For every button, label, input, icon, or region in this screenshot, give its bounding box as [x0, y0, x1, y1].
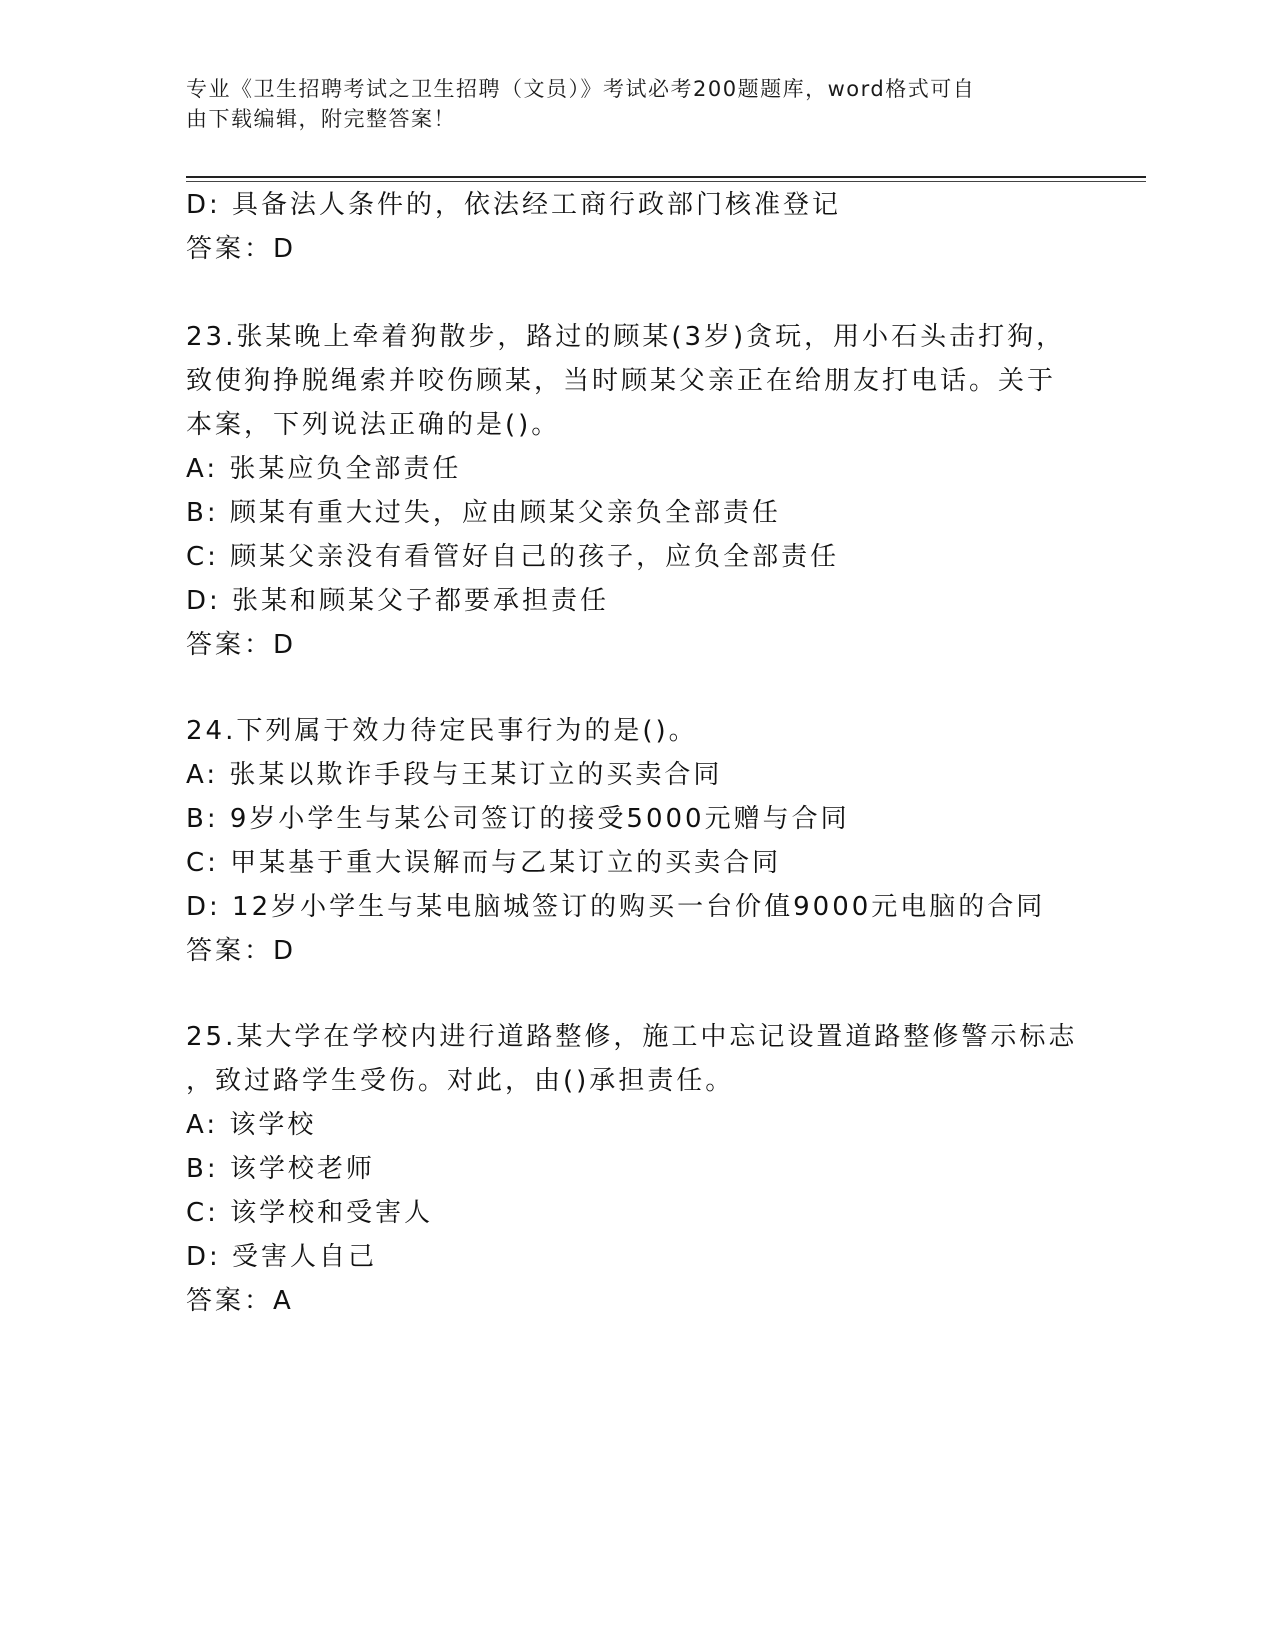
q23-stem-line-2: 致使狗挣脱绳索并咬伤顾某，当时顾某父亲正在给朋友打电话。关于 — [186, 366, 1057, 396]
document-header — [186, 74, 1086, 134]
q24-option-a: A: 张某以欺诈手段与王某订立的买卖合同 — [186, 760, 723, 790]
q24-option-b: B: 9岁小学生与某公司签订的接受5000元赠与合同 — [186, 804, 850, 834]
prev-option-d: D: 具备法人条件的，依法经工商行政部门核准登记 — [186, 190, 842, 220]
q24-option-d: D: 12岁小学生与某电脑城签订的购买一台价值9000元电脑的合同 — [186, 892, 1046, 922]
q25-stem-line-1: 25.某大学在学校内进行道路整修，施工中忘记设置道路整修警示标志 — [186, 1022, 1078, 1052]
q25-stem-line-2: ，致过路学生受伤。对此，由()承担责任。 — [186, 1066, 735, 1096]
q25-option-d: D: 受害人自己 — [186, 1242, 378, 1272]
q24-option-c: C: 甲某基于重大误解而与乙某订立的买卖合同 — [186, 848, 782, 878]
q23-stem-line-3: 本案，下列说法正确的是()。 — [186, 410, 561, 440]
q23-option-b: B: 顾某有重大过失，应由顾某父亲负全部责任 — [186, 498, 781, 528]
q23-option-d: D: 张某和顾某父子都要承担责任 — [186, 586, 610, 616]
q23-option-a: A: 张某应负全部责任 — [186, 454, 462, 484]
header-divider-thin — [186, 181, 1146, 182]
q25-option-a: A: 该学校 — [186, 1110, 317, 1140]
q25-option-b: B: 该学校老师 — [186, 1154, 375, 1184]
prev-answer: 答案：D — [186, 234, 297, 264]
header-line-1: 专业《卫生招聘考试之卫生招聘（文员）》考试必考200题题库，word格式可自 — [186, 77, 976, 101]
q24-stem-line-1: 24.下列属于效力待定民事行为的是()。 — [186, 716, 698, 746]
q23-stem-line-1: 23.张某晚上牵着狗散步，路过的顾某(3岁)贪玩，用小石头击打狗， — [186, 322, 1066, 352]
header-line-2: 由下载编辑，附完整答案！ — [186, 107, 456, 131]
q23-answer: 答案：D — [186, 630, 297, 660]
q23-option-c: C: 顾某父亲没有看管好自己的孩子，应负全部责任 — [186, 542, 840, 572]
q25-option-c: C: 该学校和受害人 — [186, 1198, 434, 1228]
q25-answer: 答案：A — [186, 1286, 294, 1316]
q24-answer: 答案：D — [186, 936, 297, 966]
header-divider-thick — [186, 176, 1146, 178]
